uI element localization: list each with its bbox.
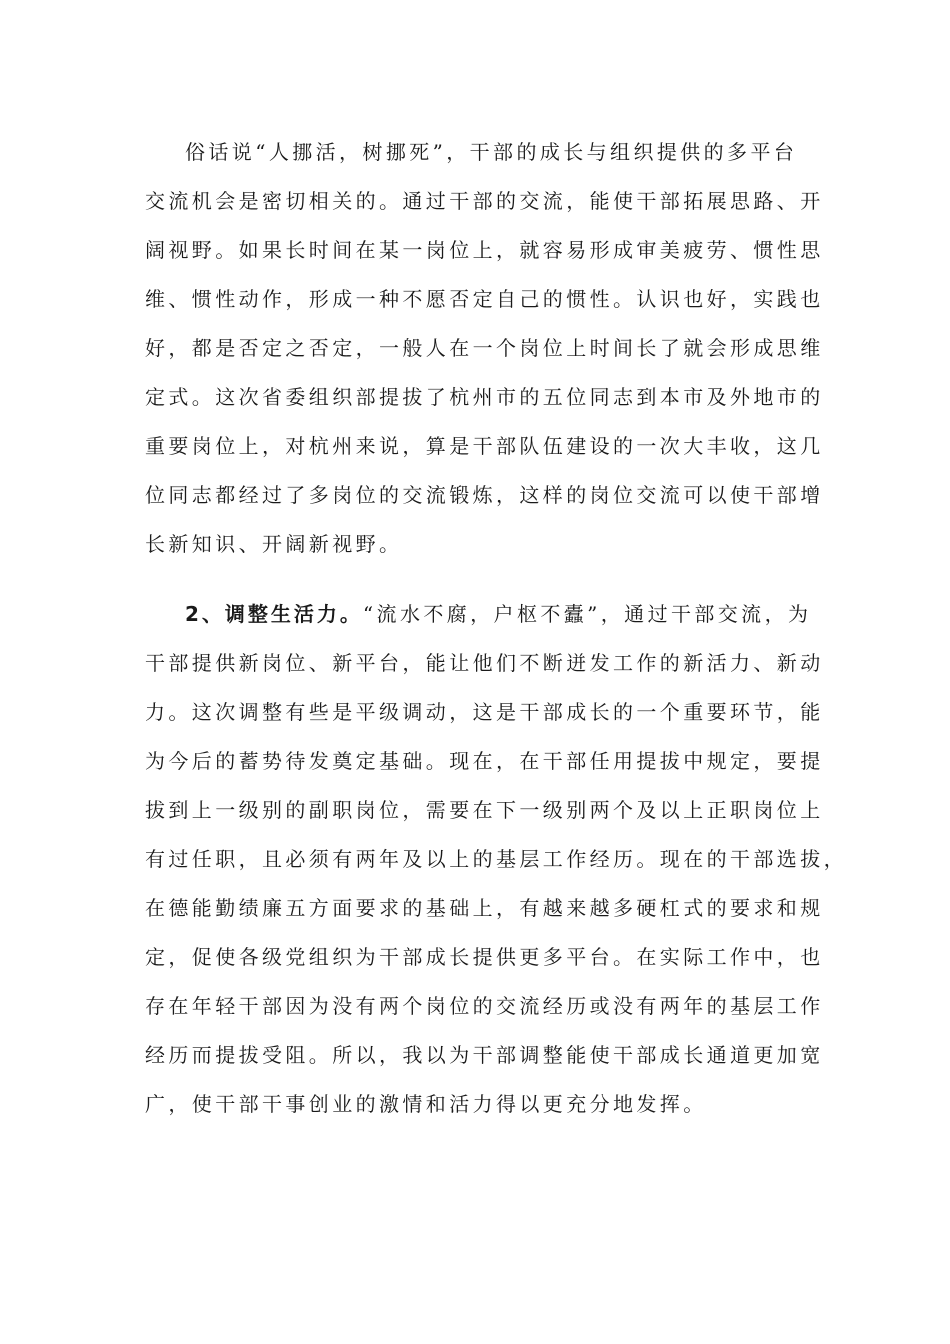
paragraph2-line-6: 有过任职，且必须有两年及以上的基层工作经历。现在的干部选拔， (145, 847, 847, 871)
paragraph2-line-8: 定，促使各级党组织为干部成长提供更多平台。在实际工作中，也 (145, 945, 824, 969)
paragraph2-line-11: 广，使干部干事创业的激情和活力得以更充分地发挥。 (145, 1092, 707, 1116)
paragraph2-line-4: 为今后的蓄势待发奠定基础。现在，在干部任用提拔中规定，要提 (145, 749, 824, 773)
paragraph2-line-3: 力。这次调整有些是平级调动，这是干部成长的一个重要环节，能 (145, 700, 824, 724)
paragraph1-line-4: 维、惯性动作，形成一种不愿否定自己的惯性。认识也好，实践也 (145, 287, 824, 311)
paragraph1-line-9: 长新知识、开阔新视野。 (145, 532, 403, 556)
paragraph1-line-7: 重要岗位上，对杭州来说，算是干部队伍建设的一次大丰收，这几 (145, 434, 824, 458)
paragraph2-line-10: 经历而提拔受阻。所以，我以为干部调整能使干部成长通道更加宽 (145, 1043, 824, 1067)
paragraph1-line-6: 定式。这次省委组织部提拔了杭州市的五位同志到本市及外地市的 (145, 385, 824, 409)
paragraph2-line-2: 干部提供新岗位、新平台，能让他们不断迸发工作的新活力、新动 (145, 651, 824, 675)
paragraph1-line-2: 交流机会是密切相关的。通过干部的交流，能使干部拓展思路、开 (145, 189, 824, 213)
paragraph2-line-9: 存在年轻干部因为没有两个岗位的交流经历或没有两年的基层工作 (145, 994, 824, 1018)
paragraph2-first-line-text: “流水不腐，户枢不蠹”，通过干部交流，为 (362, 602, 812, 626)
paragraph2-line-5: 拔到上一级别的副职岗位，需要在下一级别两个及以上正职岗位上 (145, 798, 824, 822)
paragraph2-line-1 (185, 594, 825, 634)
paragraph1-line-5: 好，都是否定之否定，一般人在一个岗位上时间长了就会形成思维 (145, 336, 824, 360)
paragraph1-line-3: 阔视野。如果长时间在某一岗位上，就容易形成审美疲劳、惯性思 (145, 238, 824, 262)
paragraph2-line-7: 在德能勤绩廉五方面要求的基础上，有越来越多硬杠式的要求和规 (145, 896, 824, 920)
paragraph1-line-1: 俗话说“人挪活，树挪死”，干部的成长与组织提供的多平台 (185, 140, 798, 164)
section-heading: 2、调整生活力。 (185, 602, 363, 626)
paragraph1-line-8: 位同志都经过了多岗位的交流锻炼，这样的岗位交流可以使干部增 (145, 483, 824, 507)
